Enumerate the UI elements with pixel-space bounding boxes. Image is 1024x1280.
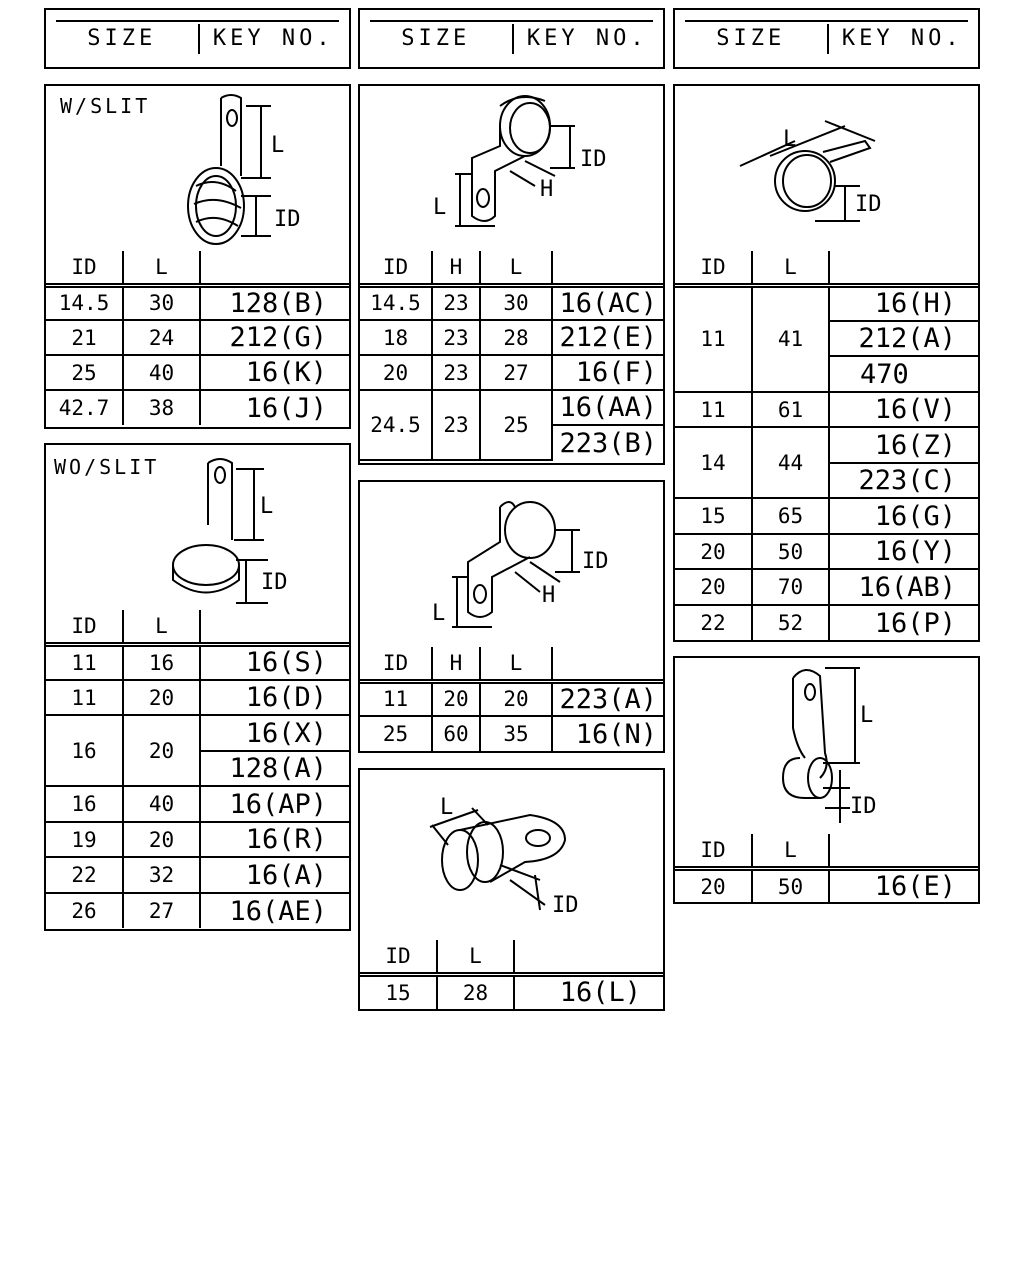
dim-id-label: ID <box>582 549 609 574</box>
cell-l: 70 <box>752 569 829 605</box>
cell-key: 16(J) <box>200 390 349 425</box>
column-header <box>829 251 978 285</box>
column-header: ID <box>360 647 432 681</box>
column-header <box>552 647 663 681</box>
cell-l: 32 <box>123 857 200 893</box>
cell-l: 24 <box>123 320 200 355</box>
panel-offset-clamp <box>358 480 665 753</box>
dim-l-label: L <box>271 133 285 158</box>
header-size-label: SIZE <box>401 26 471 51</box>
size-table <box>360 251 663 461</box>
column-header <box>552 251 663 285</box>
cell-id: 20 <box>360 355 432 390</box>
column-header: L <box>752 251 829 285</box>
cell-l: 20 <box>480 681 552 716</box>
header-key-label: KEY NO. <box>841 26 963 51</box>
dim-h-label: H <box>540 177 554 202</box>
cell-key: 16(Y) <box>829 534 978 569</box>
size-table <box>360 647 663 751</box>
cell-id: 15 <box>360 974 437 1009</box>
dim-id-label: ID <box>261 570 288 595</box>
cell-key: 16(A) <box>200 857 349 893</box>
dim-h-label: H <box>542 583 556 608</box>
column-header <box>514 940 663 974</box>
cell-key: 128(B) <box>200 285 349 320</box>
cell-key: 16(N) <box>552 716 663 751</box>
cell-key: 16(P) <box>829 605 978 640</box>
column-header: ID <box>675 834 752 868</box>
cell-h: 20 <box>432 681 480 716</box>
cell-key: 223(C) <box>829 463 978 498</box>
cell-id: 19 <box>46 822 123 857</box>
column-header: H <box>432 251 480 285</box>
size-table <box>675 251 978 640</box>
cell-l: 44 <box>752 427 829 498</box>
cell-id: 11 <box>360 681 432 716</box>
cell-l: 27 <box>123 893 200 928</box>
panel-p-clamp <box>673 656 980 904</box>
cell-l: 35 <box>480 716 552 751</box>
cell-id: 18 <box>360 320 432 355</box>
cell-key: 223(B) <box>552 425 663 460</box>
cell-id: 14.5 <box>360 285 432 320</box>
double-clamp-drawing <box>360 86 663 251</box>
cell-key: 16(H) <box>829 285 978 321</box>
column-header: L <box>437 940 514 974</box>
header-key-label: KEY NO. <box>526 26 648 51</box>
cell-id: 26 <box>46 893 123 928</box>
dim-l-label: L <box>260 494 274 519</box>
cell-l: 16 <box>123 644 200 680</box>
cell-id: 11 <box>675 285 752 392</box>
cell-id: 22 <box>46 857 123 893</box>
cell-key: 16(F) <box>552 355 663 390</box>
cell-l: 40 <box>123 786 200 822</box>
cell-key: 212(G) <box>200 320 349 355</box>
cell-l: 28 <box>437 974 514 1009</box>
panel-double-clamp <box>358 84 665 465</box>
column-header <box>200 610 349 644</box>
cell-key: 16(G) <box>829 498 978 534</box>
cell-l: 28 <box>480 320 552 355</box>
size-table <box>46 251 349 425</box>
column-header: L <box>752 834 829 868</box>
column-header <box>200 251 349 285</box>
cell-key: 16(AP) <box>200 786 349 822</box>
column-header: L <box>480 647 552 681</box>
cell-id: 15 <box>675 498 752 534</box>
header-size-label: SIZE <box>716 26 786 51</box>
column-header: ID <box>46 251 123 285</box>
cell-key: 16(D) <box>200 680 349 715</box>
cell-l: 50 <box>752 534 829 569</box>
cell-l: 52 <box>752 605 829 640</box>
tab-clamp-drawing <box>360 770 663 940</box>
panel-tab-clamp <box>358 768 665 1011</box>
size-table <box>46 610 349 928</box>
cell-key: 128(A) <box>200 751 349 786</box>
cell-id: 20 <box>675 534 752 569</box>
column-header: L <box>123 251 200 285</box>
cell-key: 16(X) <box>200 715 349 751</box>
dim-id-label: ID <box>580 147 607 172</box>
cell-key: 16(L) <box>514 974 663 1009</box>
cell-key: 16(AB) <box>829 569 978 605</box>
cell-key: 212(A) <box>829 321 978 356</box>
cell-key: 16(S) <box>200 644 349 680</box>
cell-key: 212(E) <box>552 320 663 355</box>
cell-key: 16(AC) <box>552 285 663 320</box>
cell-h: 60 <box>432 716 480 751</box>
cell-key: 16(E) <box>829 868 978 903</box>
cell-key: 16(AA) <box>552 390 663 425</box>
header-box-1 <box>44 8 351 69</box>
panel-title: W/SLIT <box>60 94 151 118</box>
cell-id: 25 <box>360 716 432 751</box>
cell-h: 23 <box>432 355 480 390</box>
cell-id: 20 <box>675 868 752 903</box>
cell-l: 41 <box>752 285 829 392</box>
cell-l: 30 <box>480 285 552 320</box>
cell-id: 16 <box>46 786 123 822</box>
cell-id: 20 <box>675 569 752 605</box>
panel-woslit <box>44 443 351 931</box>
cell-id: 22 <box>675 605 752 640</box>
cell-l: 61 <box>752 392 829 427</box>
cell-id: 24.5 <box>360 390 432 460</box>
hose-clip-drawing <box>675 86 978 251</box>
cell-key: 16(Z) <box>829 427 978 463</box>
dim-l-label: L <box>440 795 454 820</box>
dim-id-label: ID <box>855 192 882 217</box>
cell-l: 38 <box>123 390 200 425</box>
cell-key: 16(R) <box>200 822 349 857</box>
cell-id: 11 <box>675 392 752 427</box>
cell-key: 223(A) <box>552 681 663 716</box>
cell-l: 27 <box>480 355 552 390</box>
p-clamp-drawing <box>675 658 978 834</box>
clamp-with-slit-drawing <box>46 86 349 251</box>
cell-l: 50 <box>752 868 829 903</box>
column-header: ID <box>675 251 752 285</box>
cell-id: 25 <box>46 355 123 390</box>
column-header: ID <box>360 251 432 285</box>
dim-id-label: ID <box>552 893 579 918</box>
header-key-label: KEY NO. <box>212 26 334 51</box>
cell-l: 20 <box>123 680 200 715</box>
cell-id: 21 <box>46 320 123 355</box>
column-header: L <box>480 251 552 285</box>
cell-id: 14 <box>675 427 752 498</box>
cell-key: 470 <box>829 356 978 392</box>
column-header: ID <box>360 940 437 974</box>
offset-clamp-drawing <box>360 482 663 647</box>
cell-h: 23 <box>432 320 480 355</box>
dim-l-label: L <box>432 601 446 626</box>
cell-id: 42.7 <box>46 390 123 425</box>
panel-wslit <box>44 84 351 429</box>
cell-l: 20 <box>123 822 200 857</box>
cell-l: 65 <box>752 498 829 534</box>
dim-id-label: ID <box>850 794 877 819</box>
header-box-2 <box>358 8 665 69</box>
column-header: ID <box>46 610 123 644</box>
cell-key: 16(K) <box>200 355 349 390</box>
cell-l: 20 <box>123 715 200 786</box>
cell-id: 11 <box>46 644 123 680</box>
cell-key: 16(V) <box>829 392 978 427</box>
cell-id: 14.5 <box>46 285 123 320</box>
clamp-without-slit-drawing <box>46 445 349 610</box>
cell-key: 16(AE) <box>200 893 349 928</box>
column-header <box>829 834 978 868</box>
header-box-3 <box>673 8 980 69</box>
size-table <box>675 834 978 903</box>
cell-l: 30 <box>123 285 200 320</box>
header-size-label: SIZE <box>87 26 157 51</box>
cell-l: 25 <box>480 390 552 460</box>
panel-title: WO/SLIT <box>54 455 160 479</box>
dim-l-label: L <box>783 127 797 152</box>
cell-h: 23 <box>432 285 480 320</box>
cell-l: 40 <box>123 355 200 390</box>
cell-h: 23 <box>432 390 480 460</box>
dim-l-label: L <box>860 703 874 728</box>
dim-id-label: ID <box>274 207 301 232</box>
cell-id: 11 <box>46 680 123 715</box>
column-header: H <box>432 647 480 681</box>
cell-id: 16 <box>46 715 123 786</box>
size-table <box>360 940 663 1009</box>
panel-hose-clip <box>673 84 980 642</box>
column-header: L <box>123 610 200 644</box>
dim-l-label: L <box>433 195 447 220</box>
